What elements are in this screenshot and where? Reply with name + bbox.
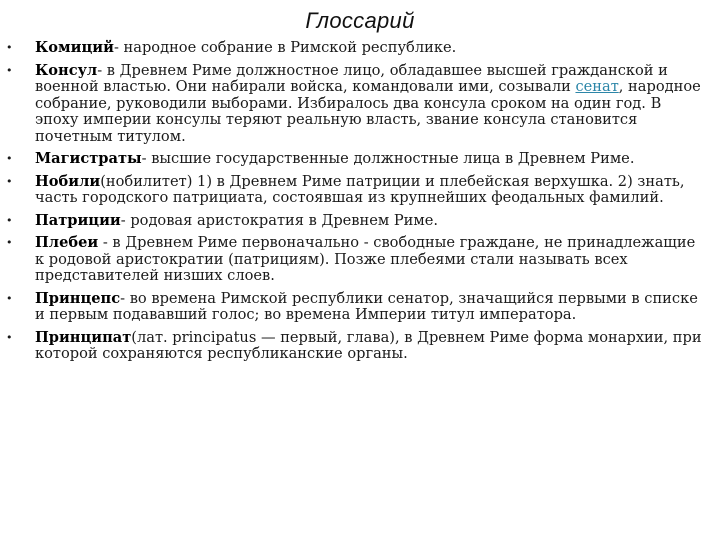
bullet-icon: •	[6, 174, 13, 188]
glossary-term: Принцепс	[35, 289, 121, 307]
glossary-term: Плебеи	[35, 234, 99, 251]
bullet-icon: •	[6, 63, 13, 77]
bullet-icon: •	[6, 152, 13, 165]
glossary-definition: (нобилитет) 1) в Древнем Риме патриции и плебейская верхушка. 2) знать, часть городского патрициата, состоявшая из крупнейших феодальных фамилий.	[35, 172, 685, 206]
bullet-icon: •	[6, 291, 13, 305]
glossary-term: Консул	[35, 61, 98, 79]
bullet-icon: •	[6, 330, 13, 344]
bullet-icon: •	[6, 213, 13, 227]
glossary-item-plebeians	[0, 235, 720, 285]
bullet-icon: •	[6, 41, 13, 54]
glossary-definition: - во времена Римской республики сенатор, значащийся первыми в списке и первым подававший голос; во времена Империи титул императора.	[35, 289, 698, 323]
glossary-definition: - народное собрание в Римской республике.	[113, 39, 457, 56]
glossary-definition: - родовая аристократия в Древнем Риме.	[120, 211, 439, 229]
glossary-term: Комиций	[35, 39, 114, 56]
glossary-item-princeps	[0, 291, 720, 324]
glossary-item-magistrates	[0, 151, 720, 168]
glossary-definition-cont: , народное собрание, руководили выборами. Избиралось два консула сроком на один год. В эпоху империи консулы теряют реальную власть, звание консула становится почетным титулом.	[35, 78, 701, 145]
glossary-term: Нобили	[35, 172, 101, 190]
glossary-term: Магистраты	[35, 150, 142, 167]
glossary-list	[0, 40, 720, 369]
glossary-term: Патриции	[35, 211, 121, 229]
glossary-definition: (лат. principatus — первый, глава), в Древнем Риме форма монархии, при которой сохраняются республиканские органы.	[35, 328, 702, 362]
glossary-definition: - в Древнем Риме должностное лицо, обладавшее высшей гражданской и военной властью. Они набирали войска, командовали ими, созывали	[35, 61, 668, 95]
glossary-item-consul	[0, 63, 720, 146]
glossary-item-comitium	[0, 40, 720, 57]
senate-link[interactable]: сенат	[575, 78, 619, 95]
bullet-icon: •	[6, 236, 13, 249]
glossary-definition: - в Древнем Риме первоначально - свободные граждане, не принадлежащие к родовой аристократии (патрициям). Позже плебеями стали называть всех представителей низших слоев.	[35, 234, 696, 284]
glossary-term: Принципат	[35, 328, 132, 346]
glossary-item-principate	[0, 330, 720, 363]
glossary-definition: - высшие государственные должностные лица в Древнем Риме.	[141, 150, 635, 167]
glossary-item-nobiles	[0, 174, 720, 207]
page-title: Глоссарий	[305, 8, 415, 33]
glossary-item-patricians	[0, 213, 720, 230]
